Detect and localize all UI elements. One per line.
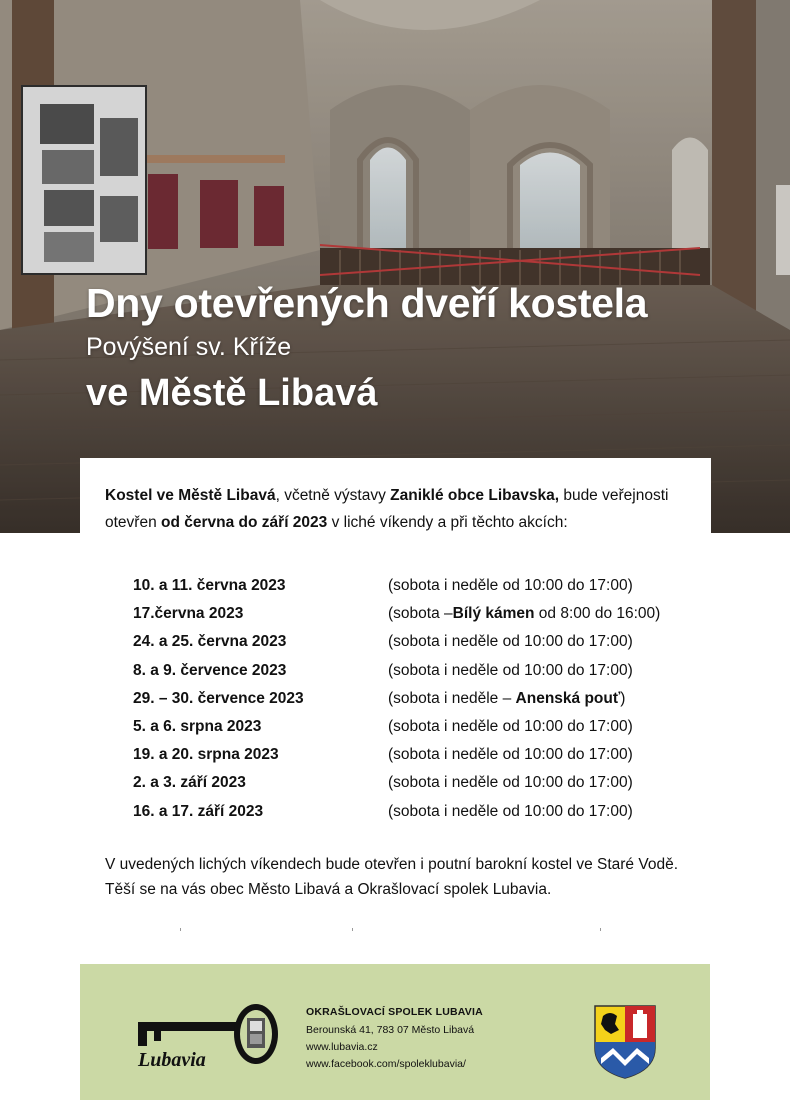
intro-box — [80, 458, 711, 534]
org-name: OKRAŠLOVACÍ SPOLEK LUBAVIA — [306, 1006, 483, 1018]
schedule-info: (sobota i neděle od 10:00 do 17:00) — [388, 577, 633, 594]
schedule-info: (sobota i neděle od 10:00 do 17:00) — [388, 717, 633, 735]
schedule-date: 5. a 6. srpna 2023 — [133, 717, 262, 735]
schedule-row — [133, 628, 733, 656]
schedule-info: (sobota i neděle od 10:00 do 17:00) — [388, 774, 633, 792]
schedule-info — [388, 685, 625, 713]
schedule-list — [133, 572, 733, 826]
church-interior-illustration — [0, 0, 790, 533]
org-website-link[interactable]: www.lubavia.cz — [306, 1041, 378, 1053]
page-subtitle: Povýšení sv. Kříže — [86, 333, 292, 361]
schedule-info — [388, 600, 660, 628]
hero-photo — [0, 0, 790, 533]
schedule-row — [133, 769, 733, 797]
divider-mark — [180, 928, 181, 931]
schedule-info-text: (sobota – — [388, 605, 453, 623]
divider-mark — [352, 928, 353, 931]
schedule-info-text: (sobota i neděle – — [388, 689, 516, 707]
schedule-date: 8. a 9. července 2023 — [133, 661, 287, 679]
lubavia-key-logo — [130, 1002, 290, 1072]
schedule-info: (sobota i neděle od 10:00 do 17:00) — [388, 746, 633, 764]
closing-paragraph: V uvedených lichých víkendech bude otevřen i poutní barokní kostel ve Staré Vodě. Těší se na vás obec Město Libavá a Okrašlovací spolek Lubavia. — [105, 856, 679, 898]
schedule-info-text: od 8:00 do 16:00) — [534, 605, 661, 623]
schedule-info-text: ) — [620, 689, 626, 707]
schedule-info: (sobota i neděle od 10:00 do 17:00) — [388, 633, 633, 651]
logo-text: Lubavia — [138, 1049, 206, 1071]
exhibition-name: Zaniklé obce Libavska, — [390, 487, 560, 504]
schedule-row — [133, 657, 733, 685]
schedule-date: 10. a 11. června 2023 — [133, 577, 286, 594]
schedule-info: (sobota i neděle od 10:00 do 17:00) — [388, 661, 633, 679]
page-place-heading: ve Městě Libavá — [86, 372, 378, 414]
event-name: Anenská pouť — [515, 689, 621, 707]
church-name: Kostel ve Městě Libavá — [105, 487, 276, 504]
org-facebook-link[interactable]: www.facebook.com/spoleklubavia/ — [306, 1058, 466, 1070]
open-period: od června do září 2023 — [161, 514, 328, 531]
intro-text: v liché víkendy a při těchto akcích: — [327, 514, 568, 531]
event-name: Bílý kámen — [452, 605, 535, 623]
schedule-row — [133, 713, 733, 741]
footer — [80, 964, 710, 1100]
schedule-date: 2. a 3. září 2023 — [133, 774, 246, 792]
schedule-date: 17.června 2023 — [133, 605, 244, 623]
schedule-info: (sobota i neděle od 10:00 do 17:00) — [388, 802, 633, 820]
coat-of-arms-icon — [593, 1004, 657, 1080]
schedule-row — [133, 685, 733, 713]
schedule-date: 16. a 17. září 2023 — [133, 802, 264, 820]
intro-text: , včetně výstavy — [275, 487, 391, 504]
schedule-date: 19. a 20. srpna 2023 — [133, 746, 279, 764]
page-title: Dny otevřených dveří kostela — [86, 280, 648, 326]
schedule-row — [133, 600, 733, 628]
schedule-row — [133, 741, 733, 769]
divider-mark — [600, 928, 601, 931]
org-address: Berounská 41, 783 07 Město Libavá — [306, 1024, 475, 1036]
schedule-date: 29. – 30. července 2023 — [133, 689, 304, 707]
intro-paragraph — [105, 482, 700, 536]
schedule-row — [133, 798, 733, 826]
schedule-date: 24. a 25. června 2023 — [133, 633, 287, 651]
intro-text: bude veřejnosti otevřen — [105, 487, 669, 531]
schedule-row — [133, 572, 733, 600]
